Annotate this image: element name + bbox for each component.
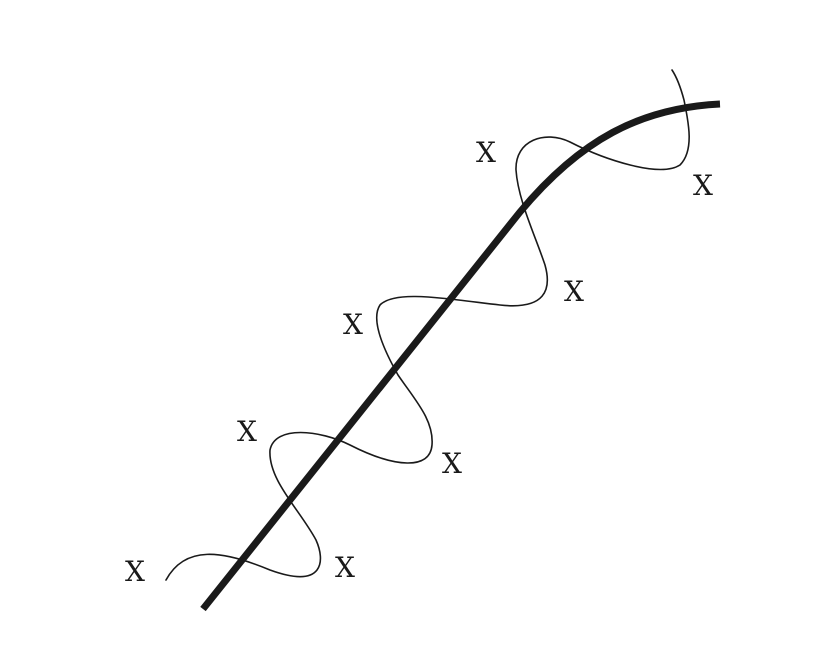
marker-x-label: X (335, 551, 355, 584)
main-axis-curve (203, 104, 720, 609)
marker-x-label: X (343, 308, 363, 341)
marker-x-label: X (442, 447, 462, 480)
marker-x-label: X (693, 169, 713, 202)
marker-x-label: X (125, 555, 145, 588)
marker-x-label: X (564, 275, 584, 308)
marker-x-label: X (476, 136, 496, 169)
marker-x-label: X (237, 415, 257, 448)
